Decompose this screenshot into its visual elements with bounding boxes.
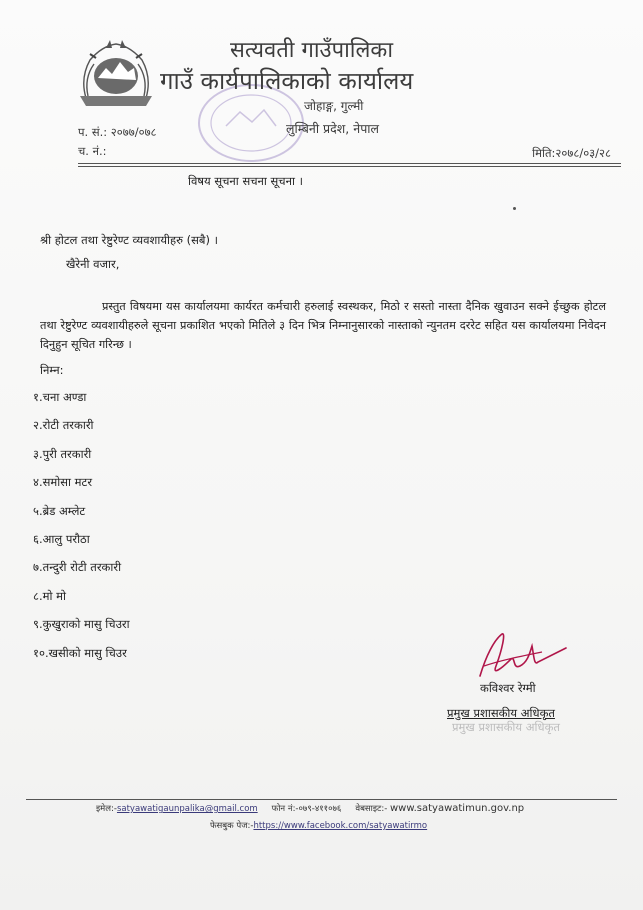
reference-number: प. सं.: २०७७/०७८ [78,125,157,139]
menu-item: ४.समोसा मटर [33,475,93,490]
website-label: वेबसाइट:- [355,804,388,814]
footer-divider [26,799,617,800]
menu-item: ७.तन्दुरी रोटी तरकारी [33,560,122,575]
header-divider-secondary [78,166,621,167]
email-label: इमेल:- [96,804,117,814]
menu-item: १.चना अण्डा [33,390,87,404]
menu-item: ५.ब्रेड अम्लेट [33,503,86,518]
handwritten-signature [472,626,572,684]
dispatch-number: च. नं.: [78,144,107,158]
nepal-emblem-icon [76,38,156,114]
signatory-name: कविश्वर रेग्मी [480,681,536,695]
header-divider [78,163,621,164]
menu-item: २.रोटी तरकारी [33,418,94,433]
phone-number: फोन नं:-०७९-४११०७६ [271,804,342,814]
menu-item: ६.आलु परौठा [33,531,90,546]
facebook-link[interactable]: https://www.facebook.com/satyawatirmo [253,821,428,831]
addressee: श्री होटल तथा रेष्टुरेण्ट व्यवशायीहरु (सबै) । [40,233,218,247]
website-link[interactable]: www.satyawatimun.gov.np [389,803,525,814]
footer-facebook [210,820,427,831]
menu-item: ३.पुरी तरकारी [33,446,92,461]
ink-speck [513,207,516,210]
menu-item: १०.खसीको मासु चिउर [33,645,127,660]
menu-list [33,390,130,674]
signatory-title-faint: प्रमुख प्रशासकीय अधिकृत [452,720,560,734]
list-heading: निम्न: [40,363,64,377]
office-province: लुम्बिनी प्रदेश, नेपाल [286,121,380,136]
footer-contacts [96,803,524,814]
menu-item: ८.मो मो [33,588,67,603]
signatory-title: प्रमुख प्रशासकीय अधिकृत [447,706,555,720]
notice-body: प्रस्तुत विषयमा यस कार्यालयमा कार्यरत कर्मचारी हरुलाई स्वस्थकर, मिठो र सस्तो नास्ता दैनिक खुवाउन सक्ने ईच्छुक होटल तथा रेष्टुरेण्ट व्यवशायीहरुले सूचना प्रकाशित भएको मितिले ३ दिन भित्र निम्नानुसारको नास्ताको न्युनतम दररेट सहित यस कार्यालयमा निवेदन दिनुहुन सूचित गरिन्छ । [40,300,606,351]
letter-date: मिति:२०७८/०३/२८ [532,146,611,160]
facebook-label: फेसबुक पेज:- [210,821,254,831]
menu-item: ९.कुखुराको मासु चिउरा [33,617,130,632]
addressee-location: खैरेनी वजार, [66,257,120,271]
office-name: गाउँ कार्यपालिकाको कार्यालय [160,67,414,95]
email-link[interactable]: satyawatigaunpalika@gmail.com [116,804,258,814]
subject-line: विषय सूचना सचना सूचना । [188,174,303,188]
office-place: जोहाङ्ग, गुल्मी [304,99,364,113]
municipality-name: सत्यवती गाउँपालिका [230,38,394,63]
